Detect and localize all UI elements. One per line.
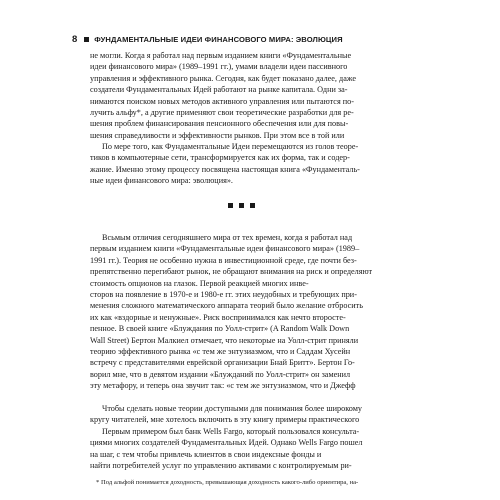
text-line: найти потребителей услуг по управлению активами с контролируемым ри- bbox=[90, 461, 352, 471]
running-title: ФУНДАМЕНТАЛЬНЫЕ ИДЕИ ФИНАНСОВОГО МИРА: ЭВОЛЮЦИЯ bbox=[94, 34, 343, 44]
footnote bbox=[96, 479, 436, 487]
section-separator bbox=[228, 203, 255, 208]
footnote-line: * Под альфой понимается доходность, превышающая доходность какого-либо ориентира, на- bbox=[96, 479, 359, 486]
text-line: шения справедливости и эффективности рынков. При этом все в той или bbox=[90, 130, 345, 140]
separator-square bbox=[239, 203, 244, 208]
text-line: встречу с представителями еврейской организации Бнай Бритт». Бертон Го- bbox=[90, 358, 355, 368]
text-line: ные идеи финансового мира: эволюция». bbox=[90, 176, 233, 186]
text-line: на шаг, с тем чтобы привлечь клиентов в свои индексные фонды и bbox=[90, 449, 322, 459]
text-line: По мере того, как Фундаментальные Идеи перемещаются из голов теоре- bbox=[102, 142, 359, 151]
text-line: Всьмым отличия сегодняшнего мира от тех времен, когда я работал над bbox=[102, 233, 353, 242]
text-line: Чтобы сделать новые теории доступными для понимания более широкому bbox=[102, 404, 363, 413]
paragraph-3 bbox=[90, 232, 436, 391]
paragraph-5 bbox=[90, 426, 436, 472]
text-line: создатели Фундаментальных Идей работают на рынке капитала. Одни за- bbox=[90, 85, 348, 95]
text-line: Wall Street) Бертон Малкиел отмечает, что некоторые на Уолл-стрит приняли bbox=[90, 335, 359, 345]
text-line: не могли. Когда я работал над первым изданием книги «Фундаментальные bbox=[90, 51, 352, 60]
text-line: их как «вздорные и ненужные». Риск воспринимался как нечто второсте- bbox=[90, 312, 346, 322]
text-line: стоимость опционов на глазок. Первой реакцией многих инве- bbox=[90, 278, 309, 288]
text-line: лучить альфу*, а другие применяют свои теоретические разработки для ре- bbox=[90, 107, 354, 117]
text-line: сторов на появление в 1970-е и 1980-е гг. этих неудобных и требующих при- bbox=[90, 289, 357, 299]
paragraph-2 bbox=[90, 141, 436, 187]
text-line: жание. Именно этому процессу посвящена настоящая книга «Фундаменталь- bbox=[90, 164, 360, 174]
text-line: шения проблем финансирования пенсионного обеспечения или для повы- bbox=[90, 119, 349, 129]
text-line: управления и эффективного рынка. Сегодня, как будет показано далее, даже bbox=[90, 73, 357, 83]
text-line: кругу читателей, мне хотелось включить в эту книгу примеры практического bbox=[90, 415, 360, 425]
text-line: ворил мне, что в девятом издании «Блужданий по Уолл-стрит» он заменил bbox=[90, 369, 351, 379]
running-header bbox=[72, 33, 452, 45]
paragraph-4 bbox=[90, 403, 436, 426]
separator-square bbox=[228, 203, 233, 208]
text-line: эту метафору, и теперь она звучит так: «с тем же энтузиазмом, что и Джефф bbox=[90, 381, 356, 391]
text-line: первым изданием книги «Фундаментальные идеи финансового мира» (1989– bbox=[90, 244, 360, 254]
header-square-marker bbox=[84, 37, 89, 42]
paragraph-1 bbox=[90, 50, 436, 141]
text-line: теорию эффективного рынка «с тем же энтузиазмом, что и Саддам Хусейн bbox=[90, 346, 351, 356]
text-line: пенное. В своей книге «Блуждания по Уолл-стрит» (A Random Walk Down bbox=[90, 324, 350, 334]
text-line: тиков в компьютерные сети, трансформируется как их форма, так и содер- bbox=[90, 153, 350, 163]
text-line: 1991 гг.). Теория не особенно нужна в инвестиционной среде, где почти без- bbox=[90, 255, 357, 265]
separator-square bbox=[250, 203, 255, 208]
text-line: идеи финансового мира» (1989–1991 гг.), умами владели идеи пассивного bbox=[90, 62, 348, 72]
text-line: препятственно перегибают рынок, не обращают внимания на риск и определяют bbox=[90, 267, 373, 277]
text-line: менения сложного математического аппарата теорий было желание отбросить bbox=[90, 301, 363, 311]
text-line: циями многих создателей Фундаментальных Идей. Однако Wells Fargo пошел bbox=[90, 438, 363, 448]
page-number: 8 bbox=[72, 33, 78, 45]
text-line: нимаются поиском новых методов активного управления или пытаются по- bbox=[90, 96, 354, 106]
text-line: Первым примером был банк Wells Fargo, который пользовался консульта- bbox=[102, 427, 360, 436]
